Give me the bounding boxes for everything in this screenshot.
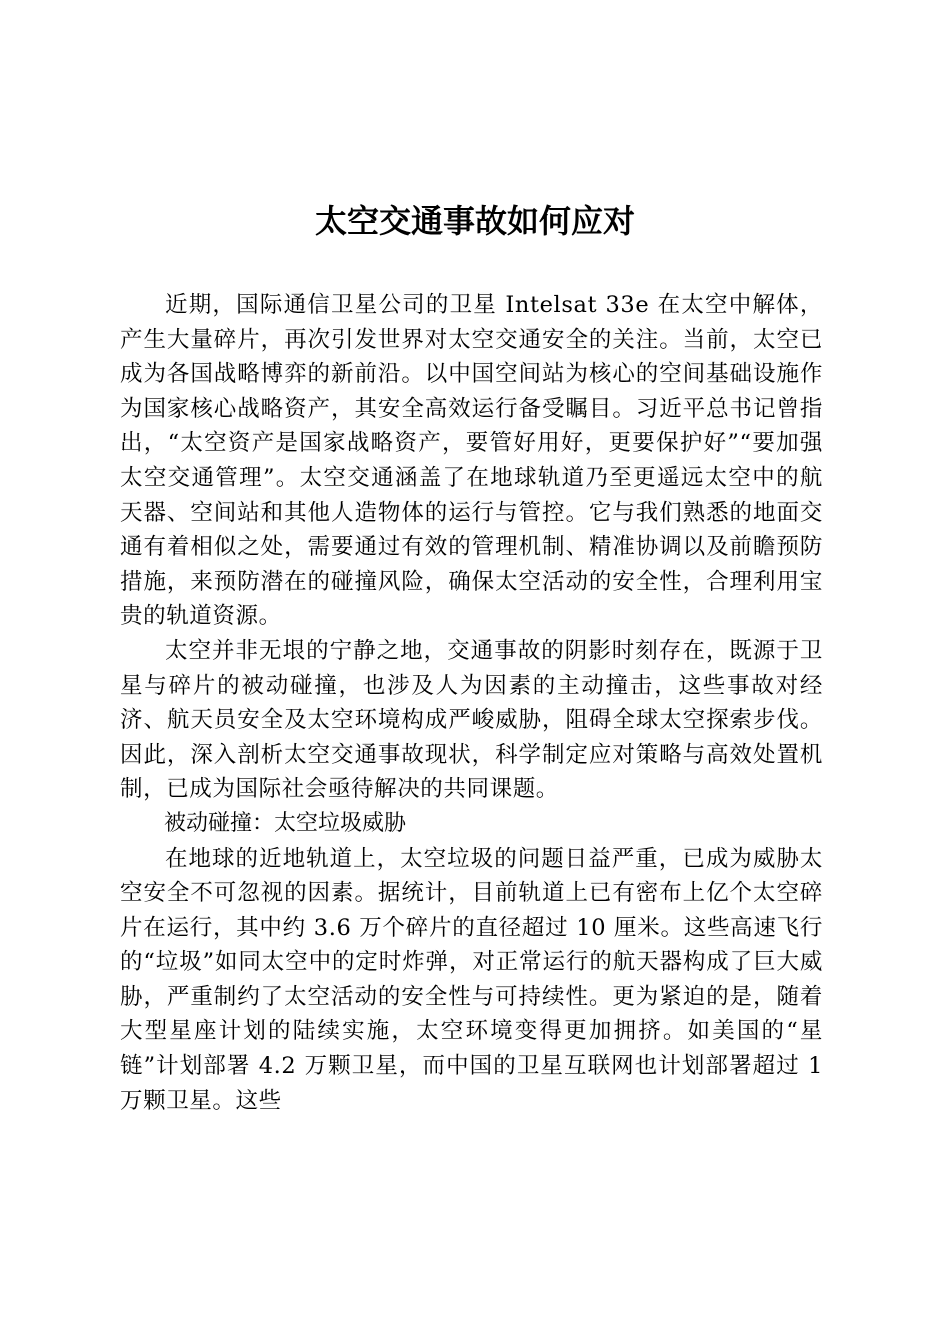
document-body: [120, 288, 823, 1118]
document-title: 太空交通事故如何应对: [314, 202, 635, 240]
section-heading: 被动碰撞：太空垃圾威胁: [164, 810, 407, 836]
paragraph-section: 在地球的近地轨道上，太空垃圾的问题日益严重，已成为威胁太空安全不可忽视的因素。据统计，目前轨道上已有密布上亿个太空碎片在运行，其中约 3.6 万个碎片的直径超过 10 厘米。这些高速飞行的“垃圾”如同太空中的定时炸弹，对正常运行的航天器构成了巨大威胁，严重制约了太空活动的安全性与可持续性。更为紧迫的是，随着大型星座计划的陆续实施，太空环境变得更加拥挤。如美国的“星链”计划部署 4.2 万颗卫星，而中国的卫星互联网也计划部署超过 1 万颗卫星。这些: [120, 845, 823, 1114]
paragraph-intro: 近期，国际通信卫星公司的卫星 Intelsat 33e 在太空中解体，产生大量碎片，再次引发世界对太空交通安全的关注。当前，太空已成为各国战略博弈的新前沿。以中国空间站为核心的空间基础设施作为国家核心战略资产，其安全高效运行备受瞩目。习近平总书记曾指出，“太空资产是国家战略资产，要管好用好，更要保护好”“要加强太空交通管理”。太空交通涵盖了在地球轨道乃至更遥远太空中的航天器、空间站和其他人造物体的运行与管控。它与我们熟悉的地面交通有着相似之处，需要通过有效的管理机制、精准协调以及前瞻预防措施，来预防潜在的碰撞风险，确保太空活动的安全性，合理利用宝贵的轨道资源。: [120, 292, 823, 630]
paragraph-context: 太空并非无垠的宁静之地，交通事故的阴影时刻存在，既源于卫星与碎片的被动碰撞，也涉及人为因素的主动撞击，这些事故对经济、航天员安全及太空环境构成严峻威胁，阻碍全球太空探索步伐。因此，深入剖析太空交通事故现状，科学制定应对策略与高效处置机制，已成为国际社会亟待解决的共同课题。: [120, 637, 823, 803]
